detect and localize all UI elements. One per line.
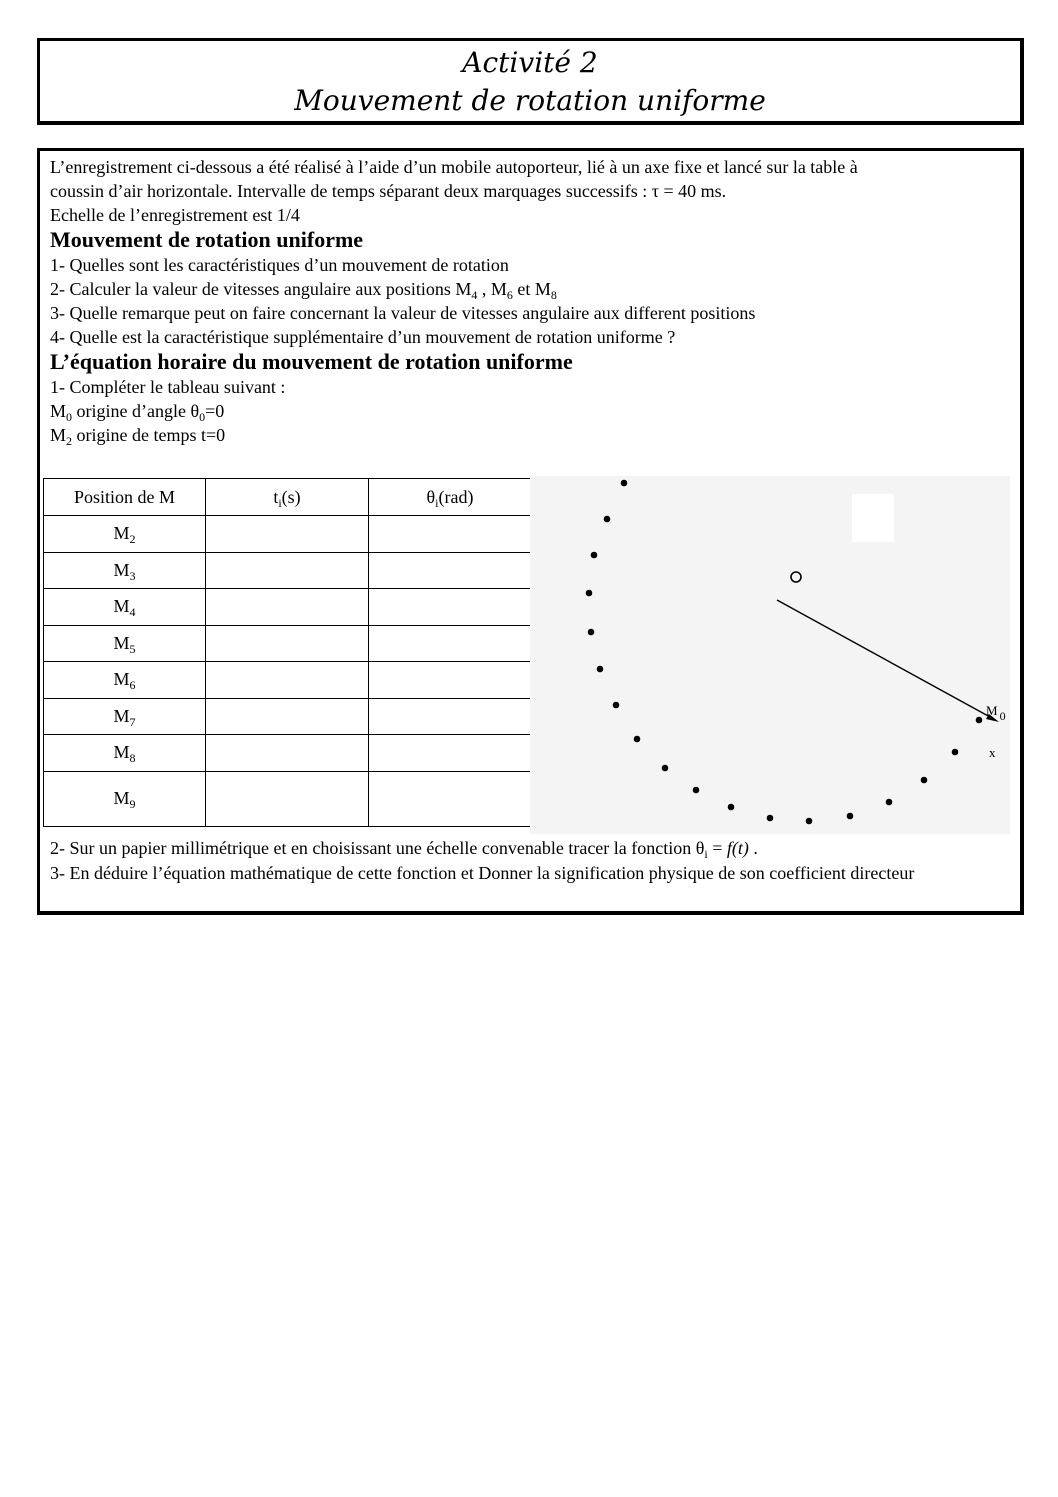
recording-dot bbox=[952, 749, 959, 756]
recording-dot bbox=[591, 552, 598, 559]
time-cell[interactable] bbox=[206, 625, 369, 662]
angle-cell[interactable] bbox=[369, 698, 532, 735]
table-row bbox=[44, 662, 532, 699]
intro-line-1: L’enregistrement ci-dessous a été réalisé à l’aide d’un mobile autoporteur, lié à un axe fixe et lancé sur la table à bbox=[50, 157, 858, 177]
table-row bbox=[44, 735, 532, 772]
question-2-2: 2- Sur un papier millimétrique et en choisissant une échelle convenable tracer la fonction $\theta_i = f(t)$ . bbox=[50, 838, 758, 861]
recording-dot bbox=[634, 736, 641, 743]
recording-dot bbox=[604, 516, 611, 523]
recording-dot bbox=[847, 813, 854, 820]
position-cell: $M_3$ bbox=[44, 552, 206, 589]
exercise-box bbox=[37, 148, 1024, 915]
position-cell: $M_5$ bbox=[44, 625, 206, 662]
exercise-text bbox=[50, 155, 1012, 447]
table-row bbox=[44, 625, 532, 662]
m0-label: M 0 bbox=[986, 703, 1006, 723]
angle-cell[interactable] bbox=[369, 771, 532, 826]
recording-dot bbox=[693, 787, 700, 794]
angle-cell[interactable] bbox=[369, 516, 532, 553]
angle-cell[interactable] bbox=[369, 662, 532, 699]
recording-dot bbox=[976, 717, 983, 724]
section-heading-equation: L’équation horaire du mouvement de rotation uniforme bbox=[50, 349, 573, 374]
question-1-1: 1- Quelles sont les caractéristiques d’un mouvement de rotation bbox=[50, 255, 509, 275]
intro-line-3: Echelle de l’enregistrement est 1/4 bbox=[50, 205, 300, 225]
question-1-3: 3- Quelle remarque peut on faire concernant la valeur de vitesses angulaire aux different positions bbox=[50, 303, 756, 323]
recording-dot bbox=[588, 629, 595, 636]
recording-dot bbox=[728, 804, 735, 811]
position-cell: $M_9$ bbox=[44, 771, 206, 826]
time-cell[interactable] bbox=[206, 552, 369, 589]
question-2-1: 1- Compléter le tableau suivant : bbox=[50, 377, 286, 397]
position-cell: $M_8$ bbox=[44, 735, 206, 772]
recording-dot bbox=[662, 765, 669, 772]
time-cell[interactable] bbox=[206, 698, 369, 735]
angle-cell[interactable] bbox=[369, 589, 532, 626]
header-time: $t_i(s)$ bbox=[206, 479, 369, 516]
activity-number: Activité 2 bbox=[462, 46, 598, 79]
header-position: Position de M bbox=[44, 479, 206, 516]
position-cell: $M_2$ bbox=[44, 516, 206, 553]
time-cell[interactable] bbox=[206, 771, 369, 826]
recording-dot bbox=[597, 666, 604, 673]
data-table bbox=[43, 478, 532, 827]
table-row bbox=[44, 552, 532, 589]
table-header-row bbox=[44, 479, 532, 516]
time-cell[interactable] bbox=[206, 735, 369, 772]
table-row bbox=[44, 771, 532, 826]
title-box bbox=[37, 38, 1024, 125]
recording-dot bbox=[806, 818, 813, 825]
time-cell[interactable] bbox=[206, 589, 369, 626]
position-cell: $M_6$ bbox=[44, 662, 206, 699]
recording-dot bbox=[621, 480, 628, 487]
figure-light-patch bbox=[852, 494, 894, 542]
recording-svg bbox=[530, 476, 1010, 834]
recording-dot bbox=[767, 815, 774, 822]
recording-dot bbox=[586, 590, 593, 597]
position-cell: $M_4$ bbox=[44, 589, 206, 626]
question-1-4: 4- Quelle est la caractéristique supplémentaire d’un mouvement de rotation uniforme ? bbox=[50, 327, 676, 347]
table-row bbox=[44, 516, 532, 553]
recording-dot bbox=[886, 799, 893, 806]
recording-dot bbox=[613, 702, 620, 709]
question-1-2: 2- Calculer la valeur de vitesses angulaire aux positions $M_4$ , $M_6$ et $M_8$ bbox=[50, 279, 557, 302]
intro-line-2: coussin d’air horizontale. Intervalle de temps séparant deux marquages successifs : τ = 40 ms. bbox=[50, 181, 727, 201]
origin-time-note: $M_2$ origine de temps t=0 bbox=[50, 425, 226, 448]
header-angle: $\theta_i(rad)$ bbox=[369, 479, 532, 516]
final-questions bbox=[50, 836, 1012, 886]
activity-title: Mouvement de rotation uniforme bbox=[294, 84, 766, 117]
angle-cell[interactable] bbox=[369, 735, 532, 772]
position-cell: $M_7$ bbox=[44, 698, 206, 735]
table-body bbox=[44, 516, 532, 827]
question-2-3: 3- En déduire l’équation mathématique de cette fonction et Donner la signification physique de son coefficient directeur bbox=[50, 863, 915, 883]
x-axis-label: x bbox=[989, 745, 996, 760]
table-row bbox=[44, 698, 532, 735]
rotation-recording-figure bbox=[530, 476, 1010, 834]
section-heading-rotation: Mouvement de rotation uniforme bbox=[50, 227, 364, 252]
angle-cell[interactable] bbox=[369, 552, 532, 589]
time-cell[interactable] bbox=[206, 516, 369, 553]
table-row bbox=[44, 589, 532, 626]
figure-background bbox=[530, 476, 1010, 834]
time-cell[interactable] bbox=[206, 662, 369, 699]
recording-dot bbox=[921, 777, 928, 784]
angle-cell[interactable] bbox=[369, 625, 532, 662]
origin-angle-note: $M_0$ origine d’angle $\theta_0=0$ bbox=[50, 401, 225, 424]
